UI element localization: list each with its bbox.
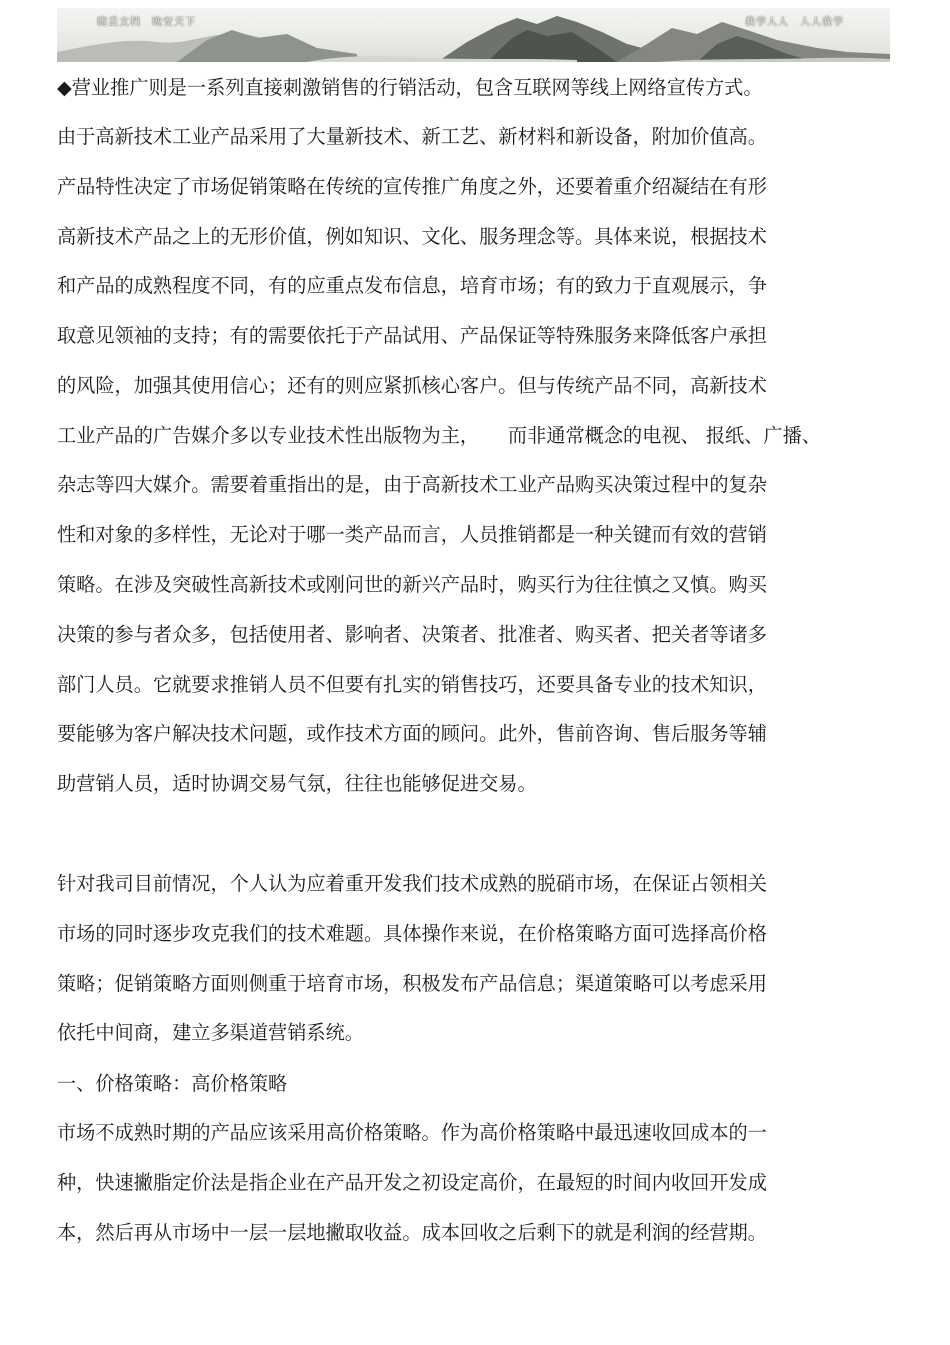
paragraph-line: 的风险，加强其使用信心；还有的则应紧抓核心客户。但与传统产品不同，高新技术 [57, 374, 767, 397]
paragraph-line: 决策的参与者众多，包括使用者、影响者、决策者、批准者、购买者、把关者等诸多 [57, 623, 767, 646]
paragraph-line: 高新技术产品之上的无形价值，例如知识、文化、服务理念等。具体来说，根据技术 [57, 225, 767, 248]
banner-right-text: 我学人人 人人我学 [745, 17, 844, 28]
paragraph-line: 策略。在涉及突破性高新技术或刚问世的新兴产品时，购买行为往往慎之又慎。购买 [57, 573, 767, 596]
paragraph-line: 策略；促销策略方面则侧重于培育市场，积极发布产品信息；渠道策略可以考虑采用 [57, 972, 767, 995]
paragraph-line: 由于高新技术工业产品采用了大量新技术、新工艺、新材料和新设备，附加价值高。 [57, 125, 767, 148]
paragraph-line: 本，然后再从市场中一层一层地撇取收益。成本回收之后剩下的就是利润的经营期。 [57, 1221, 767, 1244]
paragraph-line: 市场不成熟时期的产品应该采用高价格策略。作为高价格策略中最迅速收回成本的一 [57, 1121, 767, 1144]
paragraph-line: 市场的同时逐步攻克我们的技术难题。具体操作来说，在价格策略方面可选择高价格 [57, 922, 767, 945]
paragraph-line: 工业产品的广告媒介多以专业技术性出版物为主， 而非通常概念的电视、 报纸、广播、 [57, 424, 821, 447]
paragraph-line: 针对我司目前情况，个人认为应着重开发我们技术成熟的脱硝市场，在保证占领相关 [57, 872, 767, 895]
paragraph-line: 种，快速撇脂定价法是指企业在产品开发之初设定高价，在最短的时间内收回开发成 [57, 1171, 767, 1194]
section-heading: 一、价格策略：高价格策略 [57, 1072, 288, 1095]
paragraph-line: ◆营业推广则是一系列直接刺激销售的行销活动，包含互联网等线上网络宣传方式。 [57, 76, 763, 99]
paragraph-line: 依托中间商，建立多渠道营销系统。 [57, 1021, 364, 1044]
paragraph-line: 和产品的成熟程度不同，有的应重点发布信息，培育市场；有的致力于直观展示，争 [57, 274, 767, 297]
paragraph-line: 性和对象的多样性，无论对于哪一类产品而言，人员推销都是一种关键而有效的营销 [57, 523, 767, 546]
header-banner [57, 8, 890, 62]
paragraph-line: 部门人员。它就要求推销人员不但要有扎实的销售技巧，还要具备专业的技术知识， [57, 673, 767, 696]
paragraph-line: 产品特性决定了市场促销策略在传统的宣传推广角度之外，还要着重介绍凝结在有形 [57, 175, 767, 198]
paragraph-line: 要能够为客户解决技术问题，或作技术方面的顾问。此外，售前咨询、售后服务等辅 [57, 722, 767, 745]
paragraph-line: 取意见领袖的支持；有的需要依托于产品试用、产品保证等特殊服务来降低客户承担 [57, 324, 767, 347]
paragraph-line: 助营销人员，适时协调交易气氛，往往也能够促进交易。 [57, 772, 537, 795]
paragraph-line: 杂志等四大媒介。需要着重指出的是，由于高新技术工业产品购买决策过程中的复杂 [57, 473, 767, 496]
banner-left-text: 晓丢文档 晚安天下 [97, 17, 196, 28]
